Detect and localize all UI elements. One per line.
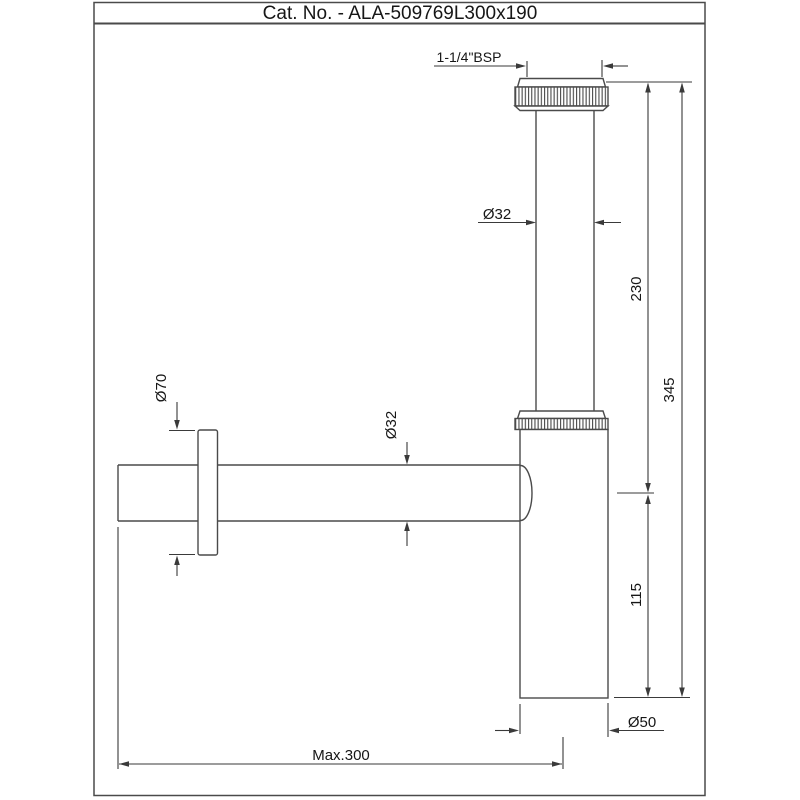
dim-vertical-group [606,82,692,698]
nut-cap [518,79,606,88]
dim-body-diameter [495,703,664,737]
label-115: 115 [628,583,645,607]
arrowhead [679,83,685,93]
title-block [94,3,705,796]
nut-knurl-band [515,87,608,106]
dim-thread [434,49,628,77]
nut-knurl-band [515,419,608,430]
nut-cap [518,411,606,419]
arrowhead [526,220,536,226]
dim-max-reach [118,527,563,769]
arrowhead [645,483,651,493]
dia32-side-label: Ø32 [383,410,400,440]
dim-flange-diameter [153,374,195,576]
arrowhead [679,688,685,698]
part-geometry [118,79,608,699]
wall-flange [198,430,218,555]
arrowhead [174,556,180,566]
dia50-label: Ø50 [627,714,657,731]
nut-bottom-bevel [515,106,608,111]
arrowhead [404,522,410,532]
arrowhead [645,495,651,505]
dim-tube-diameter [478,206,621,225]
dia70-label: Ø70 [153,373,170,403]
arrowhead [404,455,410,465]
arrowhead [609,728,619,734]
arrowhead [509,728,519,734]
max300-label: Max.300 [312,747,370,764]
top-knurled-nut [515,79,608,111]
thread-label: 1-1/4"BSP [436,49,502,65]
arrowhead [516,63,526,69]
catalog-number-title: Cat. No. - ALA-509769L300x190 [262,3,538,24]
drawing-border [94,3,705,796]
label-230: 230 [628,276,645,302]
body-knurled-nut [515,411,608,430]
arrowhead [552,761,562,767]
dim-pipe-diameter [383,411,410,546]
arrowhead [603,63,613,69]
arrowhead [119,761,129,767]
vertical-tube [536,111,594,412]
arrowhead [645,83,651,93]
arrowhead [594,220,604,226]
bottle-body [520,430,608,699]
arrowhead [645,688,651,698]
arrowhead [174,420,180,430]
label-345: 345 [661,377,678,403]
dia32-label: Ø32 [482,206,512,223]
horizontal-pipe [118,465,520,521]
